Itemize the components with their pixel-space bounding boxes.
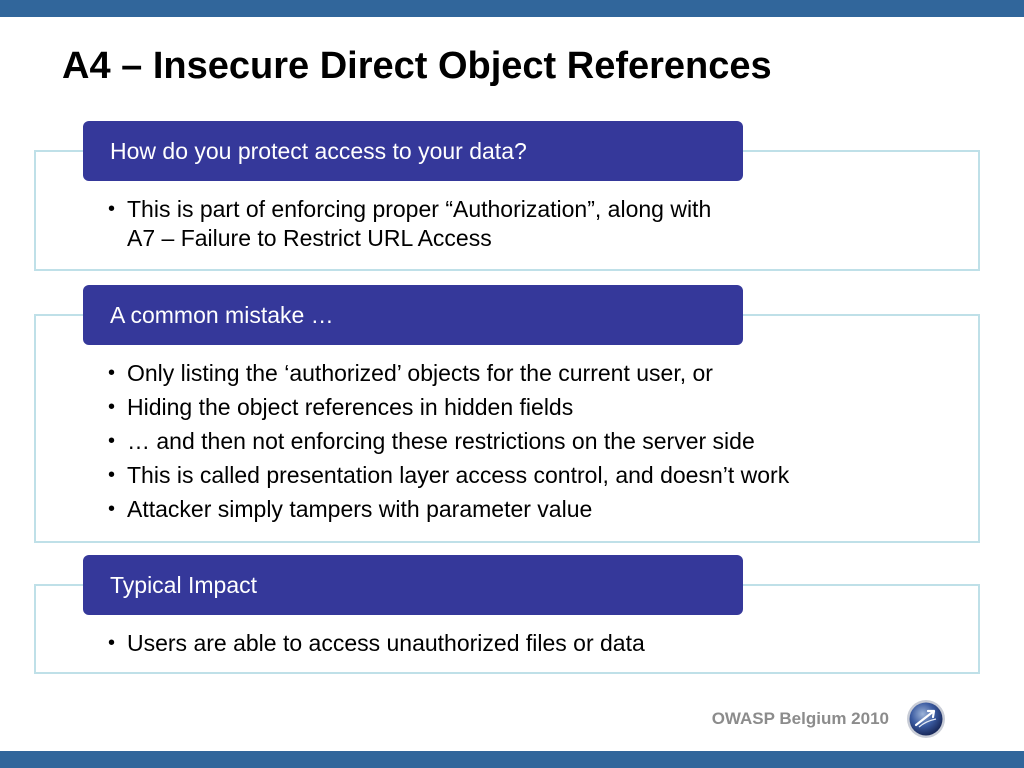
list-item: [106, 458, 966, 492]
section-heading-protect-access: How do you protect access to your data?: [83, 121, 743, 181]
bullet-text: Only listing the ‘authorized’ objects for the current user, or: [127, 360, 713, 386]
bullet-text: This is called presentation layer access control, and doesn’t work: [127, 462, 790, 488]
bullet-text: Users are able to access unauthorized files or data: [127, 630, 645, 656]
bullet-list-common-mistake: [106, 356, 966, 526]
top-accent-bar: [0, 0, 1024, 17]
bullet-icon: •: [108, 430, 116, 452]
bullet-icon: •: [108, 198, 116, 220]
bullet-text-continued: A7 – Failure to Restrict URL Access: [127, 225, 492, 251]
owasp-logo-icon: [906, 699, 946, 739]
section-heading-common-mistake: A common mistake …: [83, 285, 743, 345]
bullet-icon: •: [108, 464, 116, 486]
bullet-icon: •: [108, 396, 116, 418]
bullet-text: Hiding the object references in hidden fields: [127, 394, 574, 420]
bullet-list-protect-access: [106, 195, 966, 253]
bullet-list-typical-impact: [106, 626, 966, 660]
list-item: [106, 492, 966, 526]
list-item: [106, 626, 966, 660]
section-heading-typical-impact: Typical Impact: [83, 555, 743, 615]
list-item: [106, 424, 966, 458]
slide-title: A4 – Insecure Direct Object References: [62, 45, 772, 87]
bottom-accent-bar: [0, 751, 1024, 768]
bullet-text: Attacker simply tampers with parameter value: [127, 496, 593, 522]
list-item: [106, 195, 966, 253]
list-item: [106, 390, 966, 424]
bullet-icon: •: [108, 362, 116, 384]
bullet-icon: •: [108, 632, 116, 654]
bullet-icon: •: [108, 498, 116, 520]
footer-label: OWASP Belgium 2010: [711, 709, 889, 728]
bullet-text: … and then not enforcing these restrictions on the server side: [127, 428, 755, 454]
list-item: [106, 356, 966, 390]
bullet-text: This is part of enforcing proper “Authorization”, along with: [127, 196, 712, 222]
